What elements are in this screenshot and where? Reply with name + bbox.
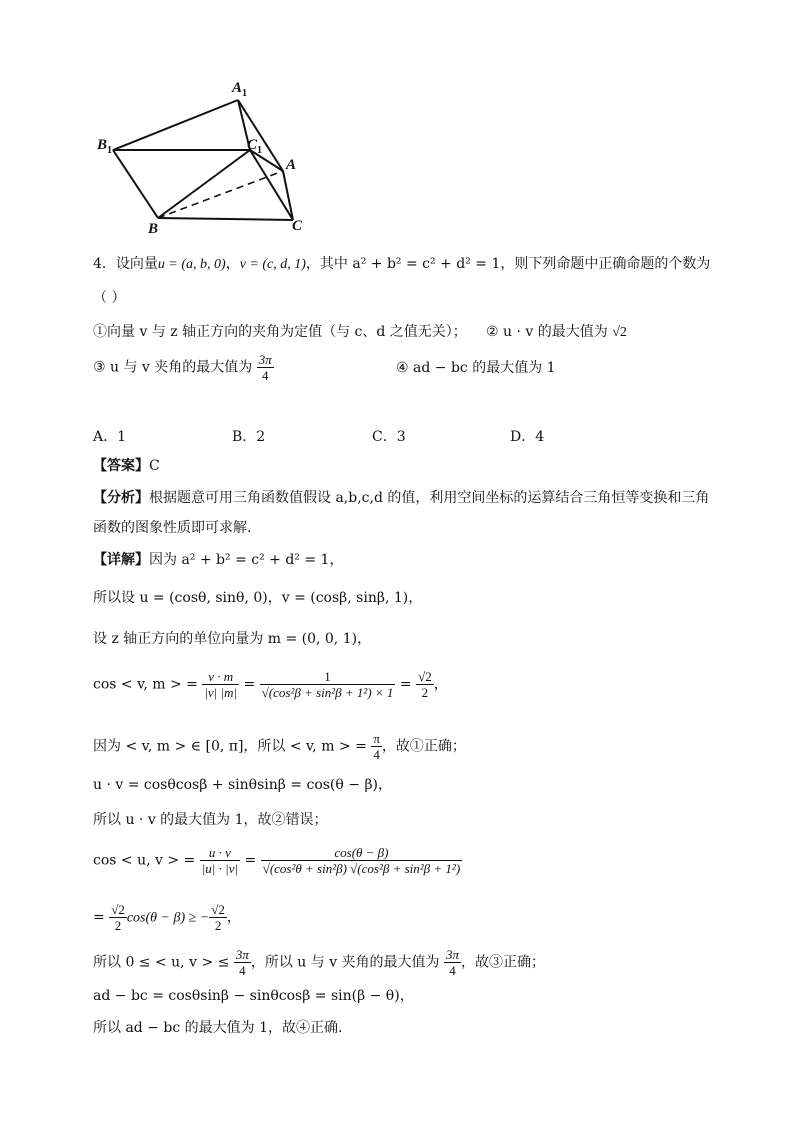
statement-3 (93, 352, 274, 383)
range-den-2: 4 (449, 963, 456, 978)
vector-v-def: v = (c, d, 1) (239, 257, 306, 272)
label-a1 (232, 80, 247, 99)
cos-uv-f2-num: cos(θ − β) (261, 845, 462, 861)
analysis-line-2: 函数的图象性质即可求解. (93, 520, 252, 536)
detail-line-5 (93, 731, 466, 762)
cos-vm-f3-den: 2 (421, 685, 429, 700)
label-c1 (247, 137, 262, 156)
statement-2 (486, 322, 627, 343)
angle-vm-den: 4 (373, 747, 380, 762)
label-c-letter: C (292, 218, 303, 234)
cos-vm-f1-den: |v| |m| (204, 685, 238, 700)
angle-vm-text: 因为 < v, m > ∈ [0, π]，所以 < v, m > = (93, 738, 372, 755)
choice-c[interactable]: C．3 (372, 429, 406, 445)
analysis-tag: 【分析】 (93, 490, 149, 506)
question-number: 4．设向量 (93, 256, 158, 272)
statement-2-text: ② u · v 的最大值为 (486, 324, 613, 340)
label-a1-sub: 1 (242, 88, 248, 99)
analysis-line-1 (93, 488, 709, 508)
detail-line-8: cos < u, v > = $\frac{u \cdot v}{|u| \cdot |v|}$ = $\frac{\cos(\theta - \beta)}{\text{√(cos²θ + sin²β) √(cos²β + sin²β + 1²)}}$ (93, 845, 461, 876)
detail-line-10 (93, 947, 545, 978)
range-num-2: 3π (446, 947, 460, 962)
range-num: 3π (235, 947, 249, 962)
detail-line-6: u · v = cosθcosβ + sinθsinβ = cos(θ − β)， (93, 777, 393, 793)
bound-eq: = (93, 909, 110, 926)
label-b1 (97, 137, 112, 156)
range-text: 所以 0 ≤ < u, v > ≤ (93, 954, 234, 971)
cos-vm-lhs: cos < v, m > = (93, 676, 203, 693)
statement-1: ①向量 v 与 z 轴正方向的夹角为定值（与 c、d 之值无关）； (93, 324, 467, 340)
detail-line-3: 设 z 轴正方向的单位向量为 m = (0, 0, 1)， (93, 631, 372, 647)
bound-num-2: √2 (211, 902, 225, 917)
label-c1-letter: C (247, 137, 258, 153)
cos-uv-lhs: cos < u, v > = (93, 852, 200, 869)
answer-tag: 【答案】 (93, 458, 149, 474)
edge-b1-b (113, 150, 158, 218)
choice-b[interactable]: B．2 (232, 429, 266, 445)
label-b1-letter: B (97, 137, 108, 153)
label-a-letter: A (286, 157, 297, 173)
statement-4: ④ ad − bc 的最大值为 1 (396, 360, 556, 376)
edge-b-a-dashed (158, 171, 283, 218)
detail-tag: 【详解】 (93, 552, 149, 568)
cos-uv-f1-den: |u| · |v| (201, 861, 239, 876)
choice-a[interactable]: A．1 (93, 429, 127, 445)
detail-line-1 (93, 550, 343, 570)
statement-3-den: 4 (261, 368, 269, 383)
angle-vm-num: π (373, 731, 380, 746)
cos-vm-f1-num: v · m (202, 669, 239, 685)
vector-u-def: u = (a, b, 0) (157, 257, 226, 272)
cos-vm-f2-den: √(cos²β + sin²β + 1²) × 1 (261, 685, 394, 700)
bound-den-2: 2 (214, 918, 222, 933)
edge-b1-a1 (113, 100, 238, 150)
question-ask: ，则下列命题中正确命题的个数为 (500, 256, 711, 272)
bound-den: 2 (114, 918, 122, 933)
bound-text: cos(θ − β) ≥ − (126, 910, 210, 926)
detail-line-2: 所以设 u = (cosθ, sinθ, 0)，v = (cosβ, sinβ, 1)， (93, 590, 423, 606)
range-conclusion: ，故③正确； (461, 954, 546, 971)
statement-3-num: 3π (258, 352, 272, 367)
bound-end: ， (226, 909, 241, 926)
label-c1-sub: 1 (257, 145, 263, 156)
answer-line (93, 456, 160, 476)
cos-uv-f1-num: u · v (200, 845, 240, 861)
statement-2-value: √2 (612, 325, 627, 340)
label-b1-sub: 1 (107, 145, 113, 156)
cos-vm-end: ， (433, 676, 448, 693)
edge-b-c (158, 218, 293, 220)
label-c (292, 218, 302, 235)
answer-value: C (149, 458, 160, 474)
angle-vm-conclusion: ，故①正确； (381, 738, 466, 755)
statement-3-text: ③ u 与 v 夹角的最大值为 (93, 359, 257, 376)
detail-line-12: 所以 ad − bc 的最大值为 1，故④正确. (93, 1020, 343, 1036)
detail-line-11: ad − bc = cosθsinβ − sinθcosβ = sin(β − θ)， (93, 988, 414, 1004)
range-mid: ，所以 u 与 v 夹角的最大值为 (250, 954, 445, 971)
question-stem (93, 254, 710, 275)
range-den: 4 (239, 963, 246, 978)
cos-vm-f3-num: √2 (418, 669, 432, 684)
label-a (286, 157, 296, 174)
question-sep: ， (225, 256, 240, 272)
cos-vm-f2-num: 1 (260, 669, 396, 685)
label-b-letter: B (148, 221, 159, 237)
label-a1-letter: A (232, 80, 243, 96)
detail-line-4: cos < v, m > = $\frac{v \cdot m}{|v| |m|}$ = $\frac{1}{\text{√(cos²β + sin²β + 1²) × 1}}$ = $\frac{√2}{2}$ ， (93, 669, 448, 700)
question-paren: （ ） (93, 290, 126, 306)
cos-uv-f2-den: √(cos²θ + sin²β) √(cos²β + sin²β + 1²) (262, 861, 461, 876)
detail-line-7: 所以 u · v 的最大值为 1，故②错误； (93, 812, 328, 828)
question-condition: ，其中 a² + b² = c² + d² = 1 (305, 256, 501, 272)
edge-b-c1 (158, 150, 250, 218)
detail-text-1: 因为 a² + b² = c² + d² = 1， (149, 552, 344, 568)
detail-line-9 (93, 902, 241, 933)
bound-num: √2 (111, 902, 125, 917)
label-b (148, 221, 158, 238)
edge-a1-a (238, 100, 283, 171)
analysis-text-1: 根据题意可用三角函数值假设 a,b,c,d 的值，利用空间坐标的运算结合三角恒等变换和三角 (149, 490, 710, 506)
choice-d[interactable]: D．4 (510, 429, 545, 445)
